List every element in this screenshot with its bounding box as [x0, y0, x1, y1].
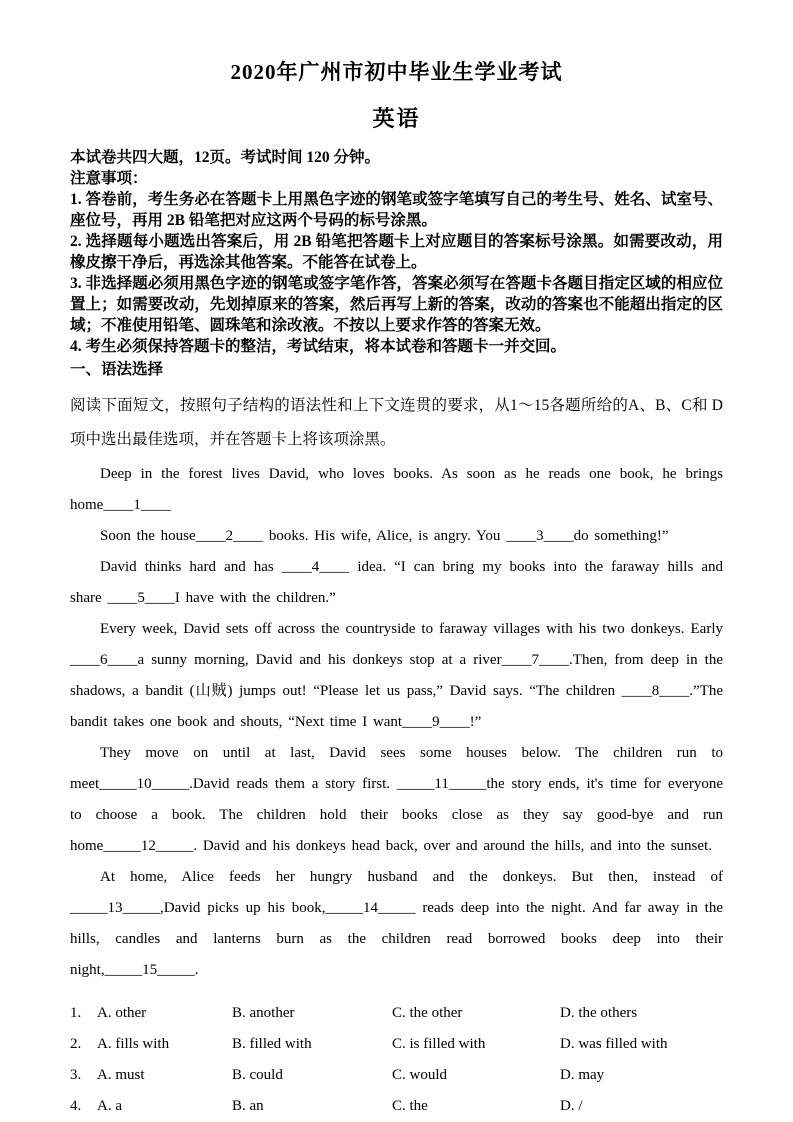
- option-c: C. is filled with: [392, 1036, 486, 1052]
- exam-subject: 英语: [372, 106, 421, 131]
- notice-block: [70, 147, 723, 357]
- passage-paragraph: Deep in the forest lives David, who loves books. As soon as he reads one book, he brings home____1____: [70, 466, 723, 513]
- option-b: B. an: [232, 1098, 264, 1114]
- option-b: B. could: [232, 1067, 283, 1083]
- notice-item: 1. 答卷前，考生务必在答题卡上用黑色字迹的钢笔或签字笔填写自己的考生号、姓名、试室号、座位号，再用 2B 铅笔把对应这两个号码的标号涂黑。: [70, 191, 723, 229]
- option-row: [70, 998, 723, 1029]
- option-a: A. must: [97, 1067, 145, 1083]
- notice-item: 4. 考生必须保持答题卡的整洁，考试结束，将本试卷和答题卡一并交回。: [70, 338, 567, 355]
- passage-paragraph: David thinks hard and has ____4____ idea. “I can bring my books into the faraway hills and share ____5____I have with the children.”: [70, 559, 723, 606]
- passage-paragraph: At home, Alice feeds her hungry husband and the donkeys. But then, instead of _____13_____,David picks up his book,_____14_____ reads deep into the night. And far away in the hills, candles and lanterns burn as the children read borrowed books deep into their night,_____15_____.: [70, 869, 723, 978]
- option-d: D. was filled with: [560, 1036, 668, 1052]
- question-number: 4.: [70, 1098, 82, 1114]
- option-d: D. the others: [560, 1005, 638, 1021]
- option-a: A. a: [97, 1098, 122, 1114]
- section-intro: 阅读下面短文，按照句子结构的语法性和上下文连贯的要求，从1～15各题所给的A、B、C和 D 项中选出最佳选项，并在答题卡上将该项涂黑。: [70, 397, 723, 448]
- notice-item: 2. 选择题每小题选出答案后，用 2B 铅笔把答题卡上对应题目的答案标号涂黑。如需要改动，用橡皮擦干净后，再选涂其他答案。不能答在试卷上。: [70, 233, 723, 271]
- option-row: [70, 1029, 723, 1060]
- option-a: A. other: [97, 1005, 147, 1021]
- answer-options: [70, 998, 723, 1122]
- cloze-passage: [70, 459, 723, 986]
- option-row: [70, 1091, 723, 1122]
- section-header: 一、语法选择: [70, 361, 164, 378]
- paper-summary: 本试卷共四大题，12页。考试时间 120 分钟。: [70, 149, 381, 166]
- passage-paragraph: Soon the house____2____ books. His wife, Alice, is angry. You ____3____do something!”: [100, 528, 669, 544]
- option-c: C. would: [392, 1067, 448, 1083]
- option-b: B. filled with: [232, 1036, 312, 1052]
- option-row: [70, 1060, 723, 1091]
- option-b: B. another: [232, 1005, 295, 1021]
- question-number: 1.: [70, 1005, 82, 1021]
- notice-header: 注意事项：: [70, 170, 148, 187]
- notice-item: 3. 非选择题必须用黑色字迹的钢笔或签字笔作答，答案必须写在答题卡各题目指定区域的相应位置上；如需要改动，先划掉原来的答案，然后再写上新的答案，改动的答案也不能超出指定的区域；不准使用铅笔、圆珠笔和涂改液。不按以上要求作答的答案无效。: [70, 275, 723, 334]
- question-number: 3.: [70, 1067, 82, 1083]
- passage-paragraph: They move on until at last, David sees some houses below. The children run to meet_____10_____.David reads them a story first. _____11_____the story ends, it's time for everyone to choose a book. The children hold their books close as they say good-bye and run home_____12_____. David and his donkeys head back, over and around the hills, and into the sunset.: [70, 745, 723, 854]
- option-d: D. /: [560, 1098, 583, 1114]
- option-c: C. the other: [392, 1005, 463, 1021]
- option-c: C. the: [392, 1098, 428, 1114]
- exam-title: 2020年广州市初中毕业生学业考试: [230, 60, 563, 84]
- question-number: 2.: [70, 1036, 82, 1052]
- passage-paragraph: Every week, David sets off across the countryside to faraway villages with his two donkeys. Early ____6____a sunny morning, David and his donkeys stop at a river____7____.Then, from deep in the shadows, a bandit (山贼) jumps out! “Please let us pass,” David says. “The children ____8____.”The bandit takes one book and shouts, “Next time I want____9____!”: [70, 621, 723, 730]
- option-d: D. may: [560, 1067, 605, 1083]
- option-a: A. fills with: [97, 1036, 170, 1052]
